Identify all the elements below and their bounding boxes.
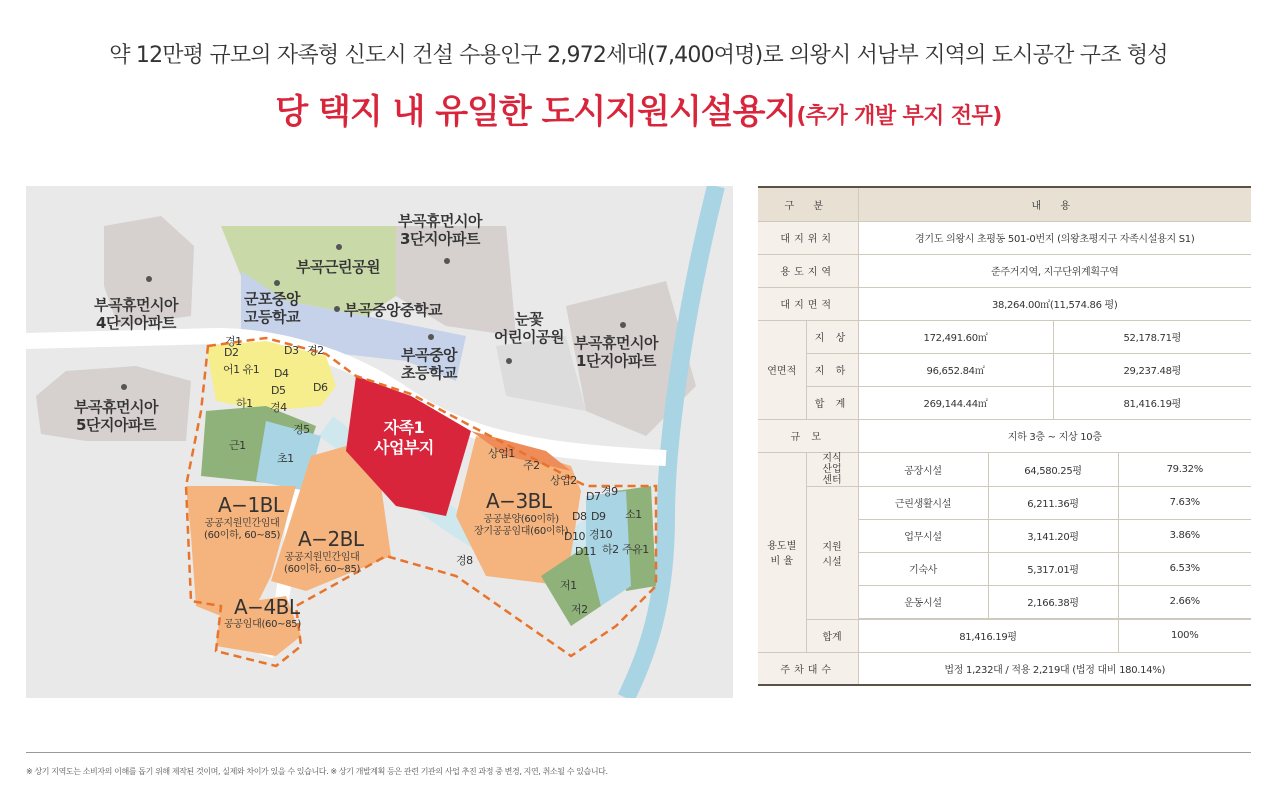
row-label-zoning: 용도지역 (758, 254, 858, 287)
kidspark-marker (506, 358, 512, 364)
cell-factory-py: 64,580.25평 (988, 452, 1118, 486)
park-marker (336, 244, 342, 250)
row-label-support: 지원 시설 (806, 486, 858, 619)
table-row (758, 221, 1251, 254)
apt4-marker (146, 276, 152, 282)
row-value-scale: 지하 3층 ~ 지상 10층 (858, 419, 1251, 452)
cell-above-m2: 172,491.60㎡ (858, 320, 1053, 353)
row-label-use: 용도별 비 율 (758, 452, 806, 652)
apt3-marker (444, 258, 450, 264)
code-sangeop2: 상업2 (550, 474, 577, 487)
label-kidspark: 눈꽃 어린이공원 (494, 310, 564, 346)
row-label-site-area: 대지면적 (758, 287, 858, 320)
row-label-gross: 연면적 (758, 320, 806, 419)
code-d10: D10 (564, 530, 585, 543)
code-geun1: 근1 (229, 439, 246, 452)
code-sangeop1: 상업1 (488, 447, 515, 460)
table-row (758, 386, 1251, 419)
label-a3: A−3BL (486, 489, 552, 513)
table-row (758, 452, 1251, 486)
site-map (26, 186, 733, 698)
table-row (758, 353, 1251, 386)
row-label-sum: 합 계 (806, 386, 858, 419)
code-gyeong8: 경8 (456, 554, 473, 567)
cell-neigh-pct: 7.63% (1118, 486, 1251, 519)
label-elemschool: 부곡중앙 초등학교 (401, 346, 457, 382)
label-a1-desc: 공공지원민간임대 (60이하, 60~85) (204, 518, 281, 541)
table-header-row (758, 187, 1251, 221)
label-a2-desc: 공공지원민간임대 (60이하, 60~85) (284, 552, 361, 575)
row-label-above: 지 상 (806, 320, 858, 353)
spec-table (758, 186, 1251, 686)
cell-sum-m2: 269,144.44㎡ (858, 386, 1053, 419)
row-label-location: 대지위치 (758, 221, 858, 254)
headline: 약 12만평 규모의 자족형 신도시 건설 수용인구 2,972세대(7,400여명)로 의왕시 서남부 지역의 도시공간 구조 형성 (109, 43, 1168, 68)
cell-factory-pct: 79.32% (1118, 452, 1251, 486)
cell-sport-pct: 2.66% (1118, 585, 1251, 618)
cell-total-py: 81,416.19평 (858, 619, 1118, 652)
label-highschool: 군포중앙 고등학교 (244, 290, 300, 326)
code-juyu1: 주유1 (622, 543, 649, 556)
highschool-marker (274, 280, 280, 286)
page-title (0, 84, 1277, 133)
title-sub: (추가 개발 부지 전무) (796, 104, 1002, 129)
label-apt4: 부곡휴먼시아 4단지아파트 (94, 296, 178, 332)
label-a4-desc: 공공임대(60~85) (224, 619, 301, 630)
table-row (758, 254, 1251, 287)
cell-below-py: 29,237.48평 (1053, 353, 1251, 386)
footer-divider (26, 752, 1251, 753)
code-jeo1: 저1 (560, 579, 577, 592)
row-label-total: 합계 (806, 619, 858, 652)
label-a3-desc: 공공분양(60이하) 장기공공임대(60이하) (474, 514, 569, 537)
middleschool-marker (334, 306, 340, 312)
row-value-location: 경기도 의왕시 초평동 501-0번지 (의왕초평지구 자족시설용지 S1) (858, 221, 1251, 254)
label-apt3: 부곡휴먼시아 3단지아파트 (398, 212, 482, 248)
row-label-kic: 지식 산업 센터 (806, 452, 858, 486)
title-main: 당 택지 내 유일한 도시지원시설용지 (275, 92, 797, 132)
cell-sport-label: 운동시설 (858, 585, 988, 618)
table-row (758, 320, 1251, 353)
row-value-parking: 법정 1,232대 / 적용 2,219대 (법정 대비 180.14%) (858, 652, 1251, 685)
code-ha2: 하2 (602, 543, 619, 556)
table-row (758, 486, 1251, 519)
code-d2: D2 (224, 346, 239, 359)
cell-office-label: 업무시설 (858, 519, 988, 552)
apt1-marker (620, 322, 626, 328)
code-gyeong10: 경10 (589, 528, 613, 541)
row-value-zoning: 준주거지역, 지구단위계획구역 (858, 254, 1251, 287)
code-gyeong5: 경5 (293, 423, 310, 436)
cell-neigh-py: 6,211.36평 (988, 486, 1118, 519)
label-a2: A−2BL (298, 527, 364, 551)
cell-sport-py: 2,166.38평 (988, 585, 1118, 618)
code-d3: D3 (284, 344, 299, 357)
cell-total-pct: 100% (1118, 619, 1251, 652)
code-jeo2: 저2 (571, 603, 588, 616)
row-label-below: 지 하 (806, 353, 858, 386)
header-content: 내 용 (858, 187, 1251, 221)
footnote: ※ 상기 지역도는 소비자의 이해를 돕기 위해 제작된 것이며, 실제와 차이가 있을 수 있습니다. ※ 상기 개발계획 등은 관련 기관의 사업 추진 과정 중 변경, 지연, 취소될 수 있습니다. (26, 767, 608, 776)
code-cho1: 초1 (277, 452, 294, 465)
row-label-scale: 규 모 (758, 419, 858, 452)
code-ju2: 주2 (523, 459, 540, 472)
row-value-site-area: 38,264.00㎡(11,574.86 평) (858, 287, 1251, 320)
code-gyeong2: 경2 (307, 344, 324, 357)
code-d6: D6 (313, 381, 328, 394)
code-d4: D4 (274, 367, 289, 380)
label-a4: A−4BL (234, 595, 300, 619)
label-middleschool: 부곡중앙중학교 (344, 301, 442, 319)
code-gyeong1: 경1 (225, 335, 242, 348)
label-apt1: 부곡휴먼시아 1단지아파트 (574, 334, 658, 370)
row-label-parking: 주차대수 (758, 652, 858, 685)
code-d9: D9 (591, 510, 606, 523)
cell-neigh-label: 근린생활시설 (858, 486, 988, 519)
table-row (758, 652, 1251, 685)
cell-below-m2: 96,652.84㎡ (858, 353, 1053, 386)
code-so1: 소1 (625, 508, 642, 521)
label-park: 부곡근린공원 (296, 258, 380, 276)
label-site: 자족1 사업부지 (374, 418, 434, 457)
header-division: 구 분 (758, 187, 858, 221)
cell-office-py: 3,141.20평 (988, 519, 1118, 552)
code-gyeong4: 경4 (270, 401, 287, 414)
elemschool-marker (428, 334, 434, 340)
code-gyeong9: 경9 (601, 485, 618, 498)
cell-sum-py: 81,416.19평 (1053, 386, 1251, 419)
apt5-marker (121, 384, 127, 390)
cell-above-py: 52,178.71평 (1053, 320, 1251, 353)
code-d7: D7 (586, 490, 601, 503)
cell-factory-label: 공장시설 (858, 452, 988, 486)
label-a1: A−1BL (218, 493, 284, 517)
cell-dorm-pct: 6.53% (1118, 552, 1251, 585)
label-apt5: 부곡휴먼시아 5단지아파트 (74, 398, 158, 434)
code-yu1: 어1 유1 (223, 363, 260, 376)
table-row (758, 419, 1251, 452)
code-d11: D11 (575, 545, 596, 558)
cell-dorm-py: 5,317.01평 (988, 552, 1118, 585)
cell-dorm-label: 기숙사 (858, 552, 988, 585)
table-row (758, 619, 1251, 652)
code-d8: D8 (572, 510, 587, 523)
code-ha1: 하1 (236, 397, 253, 410)
table-row (758, 287, 1251, 320)
code-d5: D5 (271, 384, 286, 397)
cell-office-pct: 3.86% (1118, 519, 1251, 552)
